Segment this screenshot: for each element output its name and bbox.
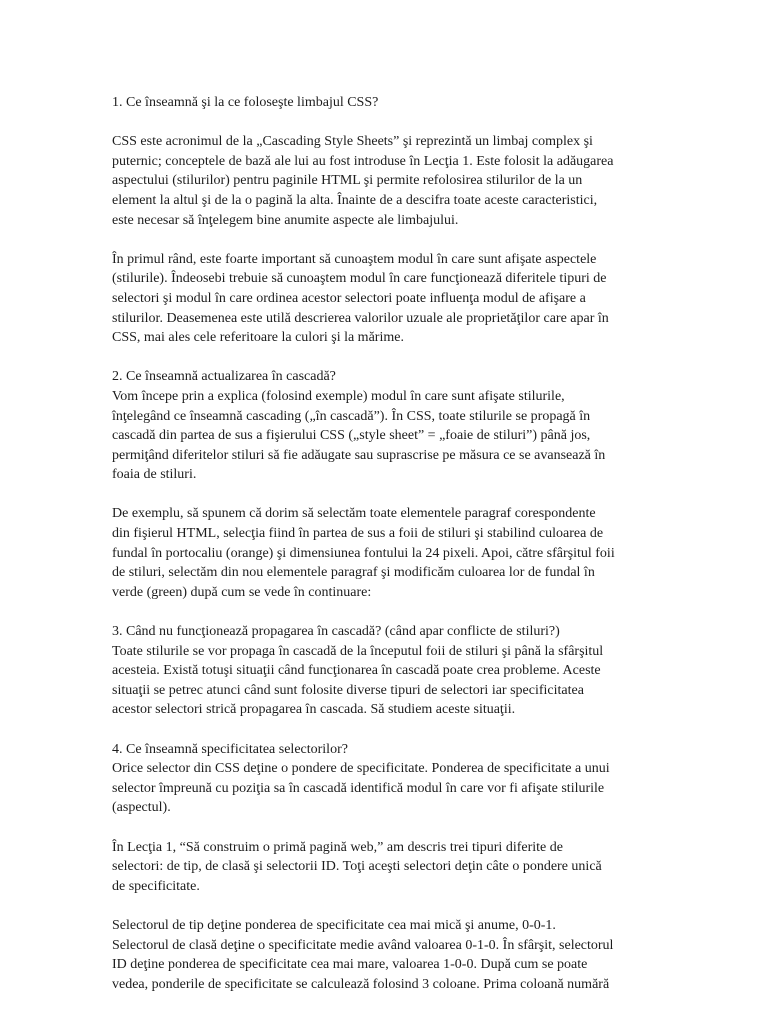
text-line: CSS, mai ales cele referitoare la culori şi la mărime. [112, 330, 404, 346]
text-line: Orice selector din CSS deţine o pondere de specificitate. Ponderea de specificitate a unui [112, 761, 610, 777]
paragraph-break [112, 485, 668, 505]
text-line: de specificitate. [112, 878, 200, 894]
text-line: (aspectul). [112, 800, 171, 816]
text-line: înţelegând ce înseamnă cascading („în cascadă”). În CSS, toate stilurile se propagă în [112, 408, 591, 424]
text-line: În Lecţia 1, “Să construim o primă pagină web,” am descris trei tipuri diferite de [112, 839, 563, 855]
text-line: fundal în portocaliu (orange) şi dimensiunea fontului la 24 pixeli. Apoi, către sfârşitul foii [112, 545, 615, 561]
text-line: Toate stilurile se vor propaga în cascadă de la începutul foii de stiluri şi până la sfârşitul [112, 643, 604, 659]
text-line: selectori: de tip, de clasă şi selectorii ID. Toţi aceşti selectori deţin câte o pondere unică [112, 859, 602, 875]
document-text [112, 93, 668, 994]
text-line: CSS este acronimul de la „Cascading Style Sheets” şi reprezintă un limbaj complex şi [112, 134, 593, 150]
text-line: ID deţine ponderea de specificitate cea mai mare, valoarea 1-0-0. După cum se poate [112, 957, 588, 973]
text-line: verde (green) după cum se vede în continuare: [112, 584, 372, 600]
paragraph-break [112, 720, 668, 740]
text-line: 3. Când nu funcţionează propagarea în cascadă? (când apar conflicte de stiluri?) [112, 624, 560, 640]
text-line: cascadă din partea de sus a fişierului CSS („style sheet” = „foaie de stiluri”) până jos, [112, 428, 591, 444]
text-line: De exemplu, să spunem că dorim să selectăm toate elementele paragraf corespondente [112, 506, 596, 522]
text-line: aspectului (stilurilor) pentru paginile HTML şi permite refolosirea stilurilor de la un [112, 173, 583, 189]
paragraph-break [112, 896, 668, 916]
paragraph-break [112, 602, 668, 622]
text-line: stilurilor. Deasemenea este utilă descrierea valorilor uzuale ale proprietăţilor care apar în [112, 310, 609, 326]
paragraph-break [112, 348, 668, 368]
paragraph-break [112, 230, 668, 250]
text-line: Vom începe prin a explica (folosind exemple) modul în care sunt afişate stilurile, [112, 388, 565, 404]
text-line: selectori şi modul în care ordinea acestor selectori poate influenţa modul de afişare a [112, 290, 586, 306]
text-line: 4. Ce înseamnă specificitatea selectorilor? [112, 741, 348, 757]
text-line: permiţând diferitelor stiluri să fie adăugate sau suprascrise pe măsura ce se avansează în [112, 447, 606, 463]
text-line: Selectorul de clasă deţine o specificitate medie având valoarea 0-1-0. În sfârşit, selectorul [112, 937, 614, 953]
text-line: situaţii se petrec atunci când sunt folosite diverse tipuri de selectori iar specificitatea [112, 682, 584, 698]
text-line: 2. Ce înseamnă actualizarea în cascadă? [112, 369, 336, 385]
text-line: foaia de stiluri. [112, 467, 197, 483]
text-line: din fişierul HTML, selecţia fiind în partea de sus a foii de stiluri şi stabilind culoarea de [112, 526, 604, 542]
text-line: puternic; conceptele de bază ale lui au fost introduse în Lecţia 1. Este folosit la adăugarea [112, 153, 614, 169]
text-line: este necesar să înţelegem bine anumite aspecte ale limbajului. [112, 212, 459, 228]
text-line: vedea, ponderile de specificitate se calculează folosind 3 coloane. Prima coloană numără [112, 976, 610, 992]
text-line: acesteia. Există totuşi situaţii când funcţionarea în cascadă poate crea probleme. Aceste [112, 663, 601, 679]
text-line: 1. Ce înseamnă şi la ce foloseşte limbajul CSS? [112, 95, 379, 110]
text-line: element la altul şi de la o pagină la alta. Înainte de a descifra toate aceste caracteristici, [112, 192, 598, 208]
text-line: Selectorul de tip deţine ponderea de specificitate cea mai mică şi anume, 0-0-1. [112, 917, 556, 933]
text-line: acestor selectori strică propagarea în cascada. Să studiem aceste situaţii. [112, 702, 516, 718]
text-line: de stiluri, selectăm din nou elementele paragraf şi modificăm culoarea lor de fundal în [112, 565, 595, 581]
paragraph-break [112, 818, 668, 838]
text-line: (stilurile). Îndeosebi trebuie să cunoaştem modul în care funcţionează diferitele tipuri de [112, 271, 607, 287]
text-line: selector împreună cu poziţia sa în cascadă identifică modul în care vor fi afişate stilurile [112, 780, 605, 796]
paragraph-break [112, 113, 668, 133]
text-line: În primul rând, este foarte important să cunoaştem modul în care sunt afişate aspectele [112, 251, 597, 267]
